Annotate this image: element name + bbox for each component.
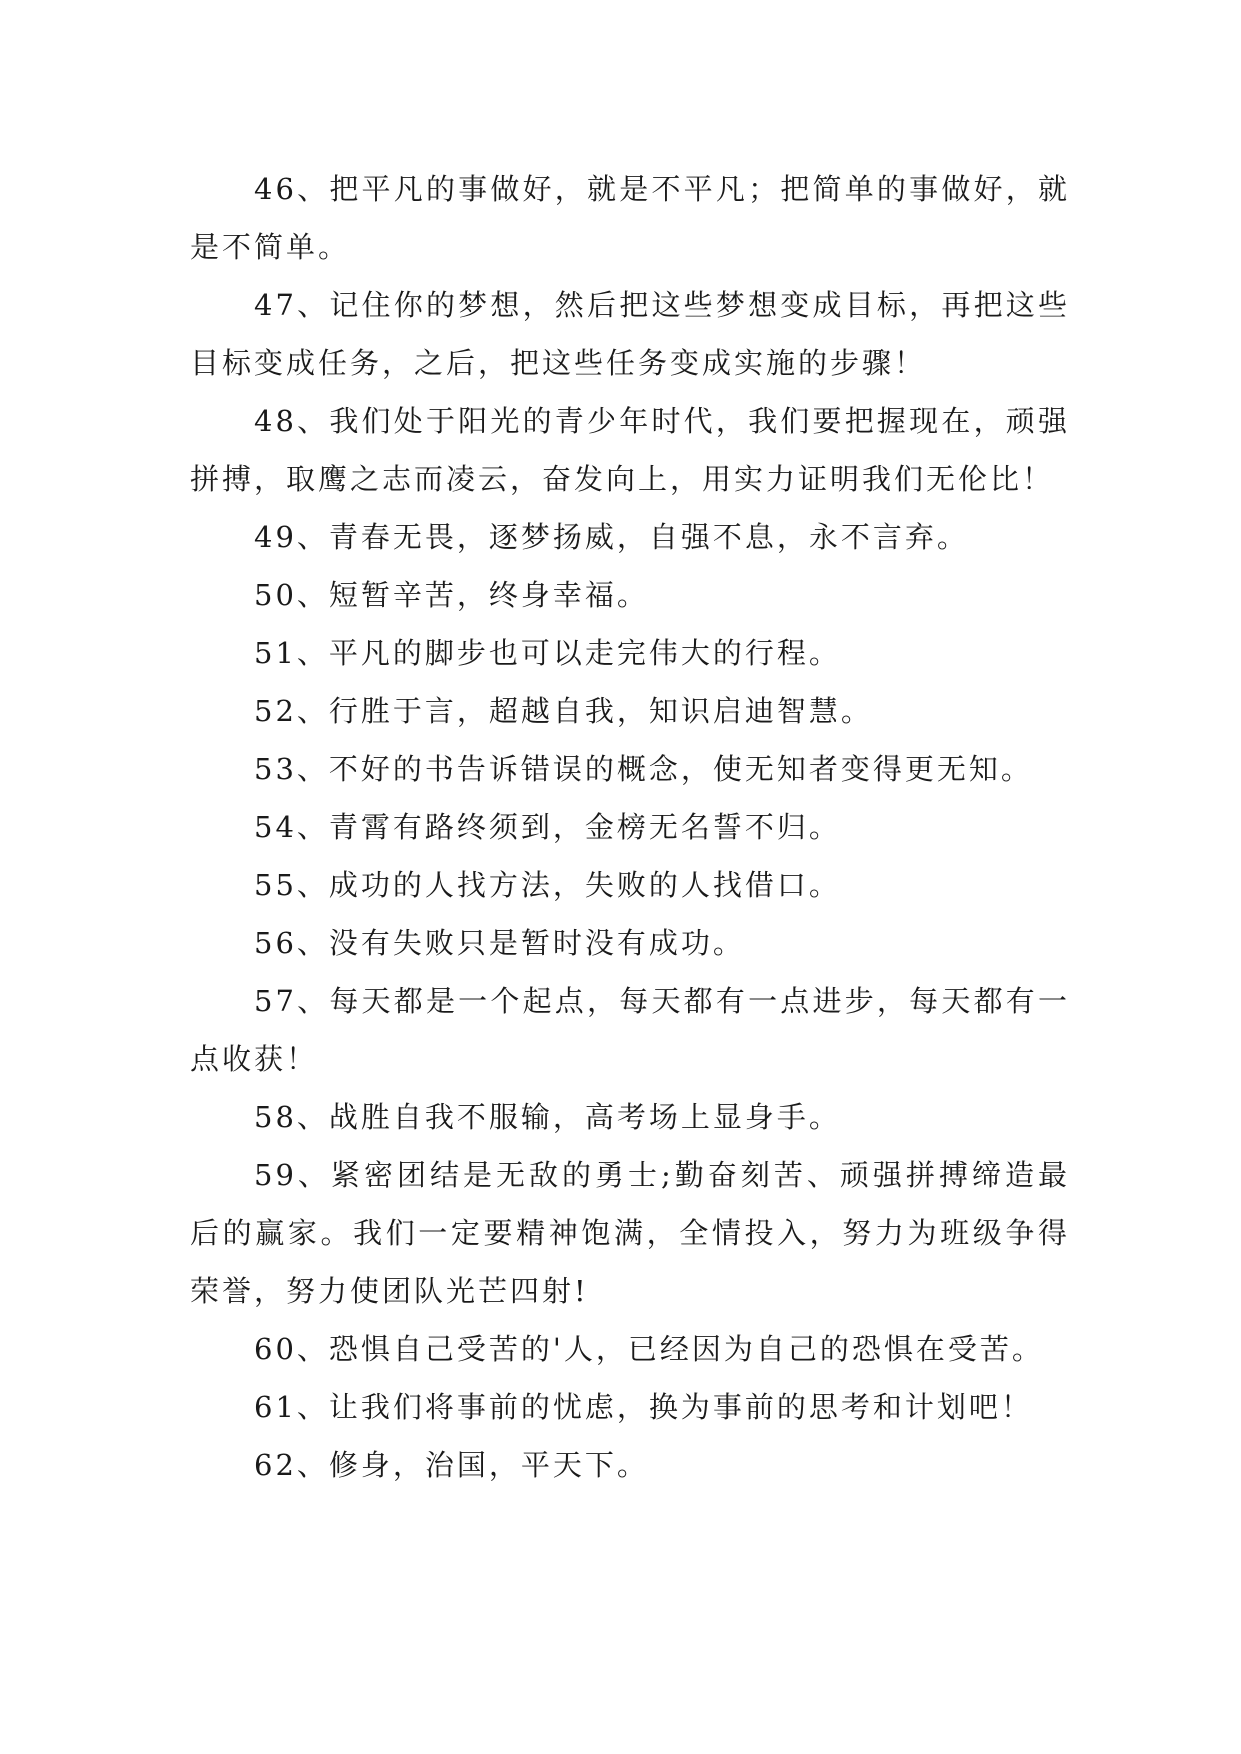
paragraph-57: 57、每天都是一个起点，每天都有一点进步，每天都有一点收获！ xyxy=(190,984,1070,1076)
paragraph-55: 55、成功的人找方法，失败的人找借口。 xyxy=(254,868,841,902)
paragraph-54: 54、青霄有路终须到，金榜无名誓不归。 xyxy=(254,810,841,844)
paragraph-60: 60、恐惧自己受苦的'人，已经因为自己的恐惧在受苦。 xyxy=(254,1332,1044,1366)
paragraph-48: 48、我们处于阳光的青少年时代，我们要把握现在，顽强拼搏，取鹰之志而凌云，奋发向上，用实力证明我们无伦比！ xyxy=(190,404,1070,496)
paragraph-53: 53、不好的书告诉错误的概念，使无知者变得更无知。 xyxy=(254,752,1033,786)
paragraph-58: 58、战胜自我不服输，高考场上显身手。 xyxy=(254,1100,841,1134)
paragraph-49: 49、青春无畏，逐梦扬威，自强不息，永不言弃。 xyxy=(254,520,969,554)
paragraph-46: 46、把平凡的事做好，就是不平凡；把简单的事做好，就是不简单。 xyxy=(190,172,1070,264)
paragraph-62: 62、修身，治国，平天下。 xyxy=(254,1448,649,1482)
paragraph-52: 52、行胜于言，超越自我，知识启迪智慧。 xyxy=(254,694,873,728)
paragraph-59: 59、紧密团结是无敌的勇士;勤奋刻苦、顽强拼搏缔造最后的赢家。我们一定要精神饱满，全情投入，努力为班级争得荣誉，努力使团队光芒四射! xyxy=(190,1158,1070,1308)
paragraph-56: 56、没有失败只是暂时没有成功。 xyxy=(254,926,745,960)
paragraph-61: 61、让我们将事前的忧虑，换为事前的思考和计划吧！ xyxy=(254,1390,1033,1424)
paragraph-50: 50、短暂辛苦，终身幸福。 xyxy=(254,578,649,612)
paragraph-47: 47、记住你的梦想，然后把这些梦想变成目标，再把这些目标变成任务，之后，把这些任务变成实施的步骤！ xyxy=(190,288,1070,380)
document-body xyxy=(190,160,1070,1494)
paragraph-51: 51、平凡的脚步也可以走完伟大的行程。 xyxy=(254,636,841,670)
